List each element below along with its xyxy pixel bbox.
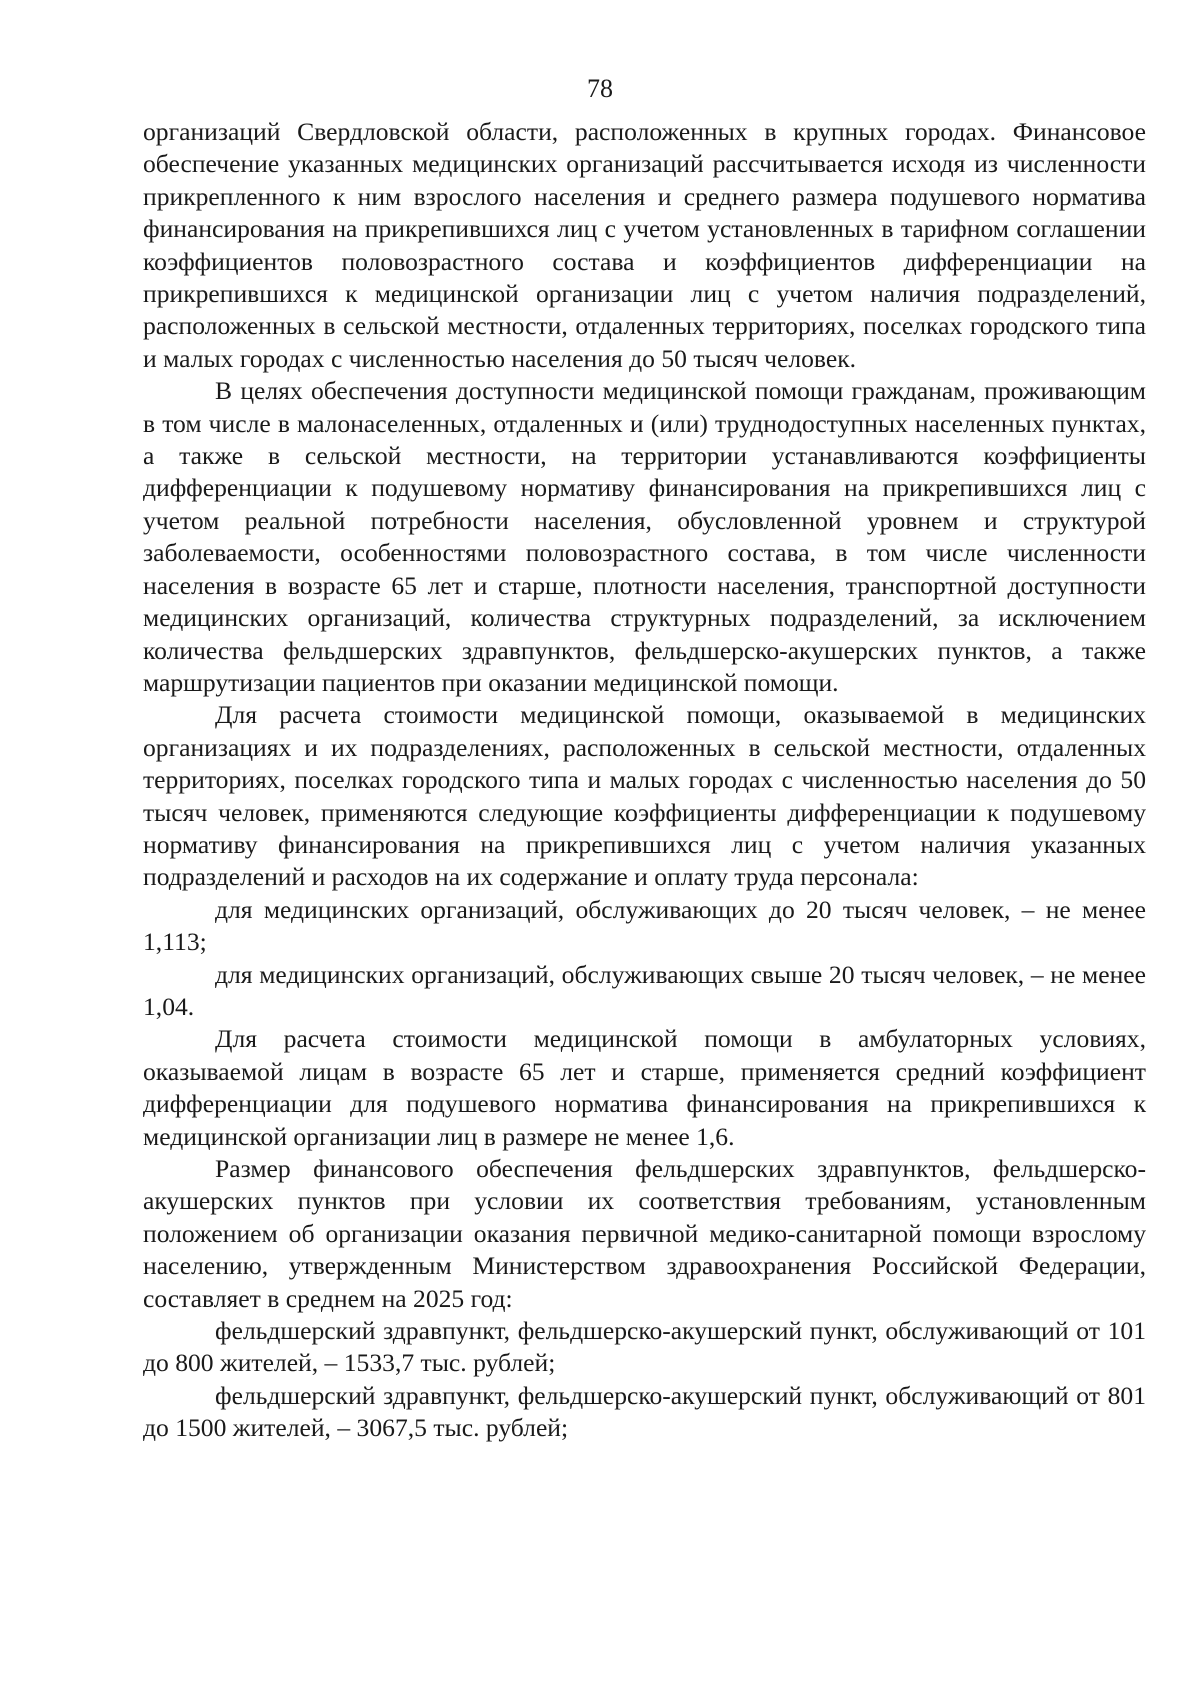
paragraph: фельдшерский здравпункт, фельдшерско-акушерский пункт, обслуживающий от 801 до 1500 жителей, – 3067,5 тыс. рублей; <box>143 1380 1146 1443</box>
page-number: 78 <box>587 74 613 103</box>
paragraph: для медицинских организаций, обслуживающих свыше 20 тысяч человек, – не менее 1,04. <box>143 959 1146 1021</box>
paragraph: организаций Свердловской области, расположенных в крупных городах. Финансовое обеспечение указанных медицинских организаций рассчитывается исходя из численности прикрепленного к ним взрослого населения и среднего размера подушевого норматива финансирования на прикрепившихся лиц с учетом установленных в тарифном соглашении коэффициентов половозрастного состава и коэффициентов дифференциации на прикрепившихся к медицинской организации лиц с учетом наличия подразделений, расположенных в сельской местности, отдаленных территориях, поселках городского типа и малых городах с численностью населения до 50 тысяч человек. <box>143 117 1146 373</box>
paragraph: В целях обеспечения доступности медицинской помощи гражданам, проживающим в том числе в малонаселенных, отдаленных и (или) труднодоступных населенных пунктах, а также в сельской местности, на территории устанавливаются коэффициенты дифференциации к подушевому нормативу финансирования на прикрепившихся лиц с учетом реальной потребности населения, обусловленной уровнем и структурой заболеваемости, особенностями половозрастного состава, в том числе численности населения в возрасте 65 лет и старше, плотности населения, транспортной доступности медицинских организаций, количества структурных подразделений, за исключением количества фельдшерских здравпунктов, фельдшерско-акушерских пунктов, а также маршрутизации пациентов при оказании медицинской помощи. <box>143 376 1146 697</box>
paragraph: Размер финансового обеспечения фельдшерских здравпунктов, фельдшерско-акушерских пунктов при условии их соответствия требованиям, установленным положением об организации оказания первичной медико-санитарной помощи взрослому населению, утвержденным Министерством здравоохранения Российской Федерации, составляет в среднем на 2025 год: <box>143 1154 1146 1313</box>
paragraph: Для расчета стоимости медицинской помощи, оказываемой в медицинских организациях и их подразделениях, расположенных в сельской местности, отдаленных территориях, поселках городского типа и малых городах с численностью населения до 50 тысяч человек, применяются следующие коэффициенты дифференциации к подушевому нормативу финансирования на прикрепившихся лиц с учетом наличия указанных подразделений и расходов на их содержание и оплату труда персонала: <box>143 700 1146 892</box>
paragraph: для медицинских организаций, обслуживающих до 20 тысяч человек, – не менее 1,113; <box>143 894 1146 957</box>
paragraph: фельдшерский здравпункт, фельдшерско-акушерский пункт, обслуживающий от 101 до 800 жителей, – 1533,7 тыс. рублей; <box>143 1316 1146 1378</box>
document-body <box>143 116 1146 1445</box>
paragraph: Для расчета стоимости медицинской помощи в амбулаторных условиях, оказываемой лицам в возрасте 65 лет и старше, применяется средний коэффициент дифференциации для подушевого норматива финансирования на прикрепившихся к медицинской организации лиц в размере не менее 1,6. <box>143 1024 1146 1151</box>
